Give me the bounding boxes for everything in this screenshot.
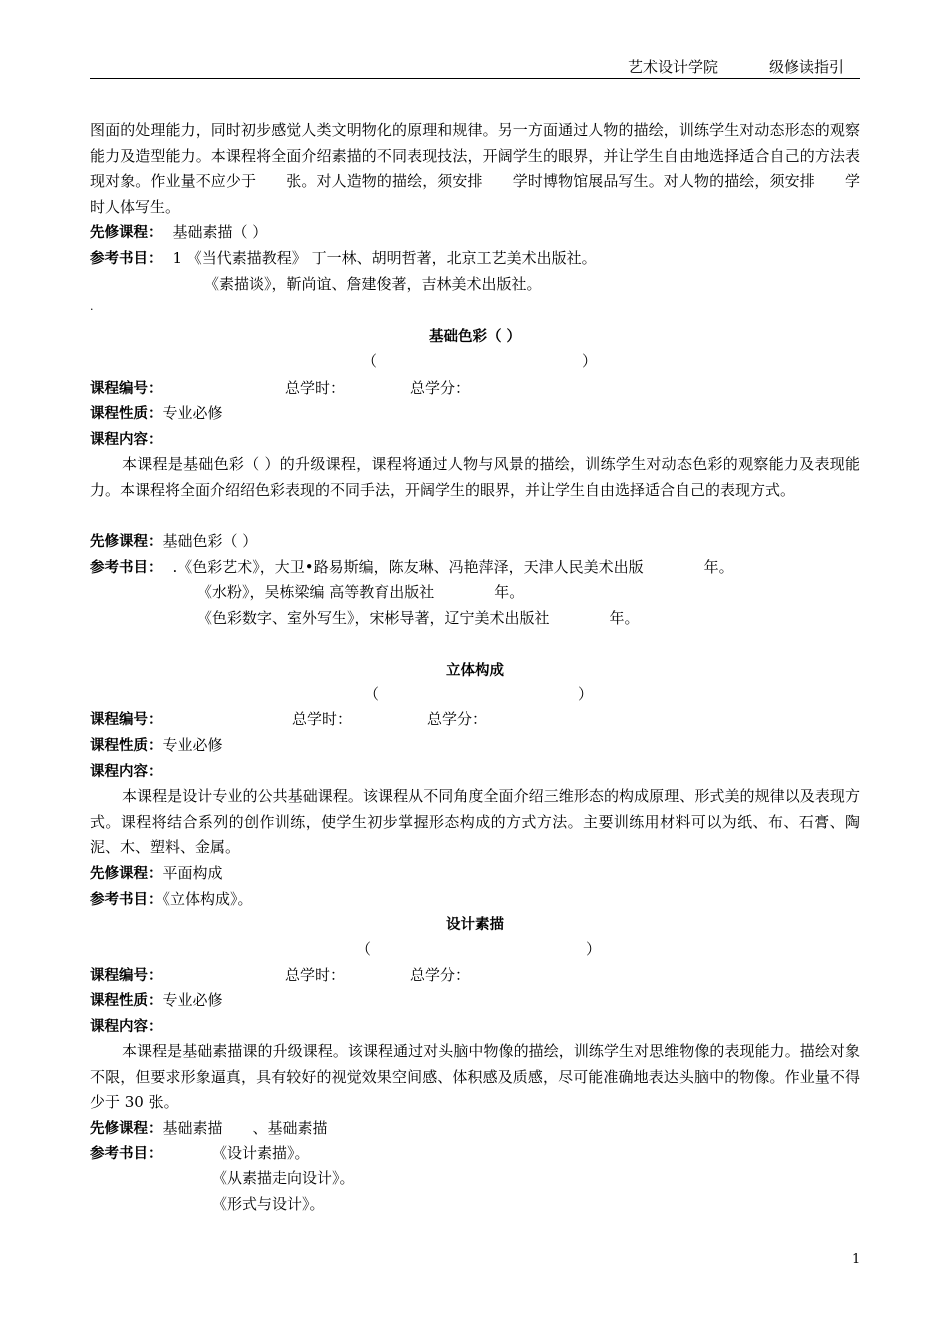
nature-row — [90, 734, 223, 755]
ref-item: 《形式与设计》。 — [212, 1195, 325, 1213]
prereq-value: 基础素描（ ） — [172, 223, 268, 241]
refs-label: 参考书目： — [90, 892, 163, 908]
hours-label: 总学时： — [285, 966, 346, 984]
prereq-label: 先修课程： — [90, 225, 163, 241]
nature-row — [90, 989, 223, 1010]
prereq-value: 平面构成 — [162, 864, 223, 882]
header-rule — [90, 78, 860, 79]
nature-row — [90, 402, 223, 423]
paren-close: ） — [578, 685, 594, 703]
ref-item: 《设计素描》。 — [212, 1144, 310, 1162]
code-label: 课程编号： — [90, 381, 163, 397]
nature-value: 专业必修 — [162, 991, 223, 1009]
prereq-row — [90, 530, 257, 551]
paren-open: （ — [356, 940, 372, 958]
course-title: 设计素描 — [446, 917, 504, 933]
hours-label: 总学时： — [285, 379, 346, 397]
refs-label: 参考书目： — [90, 1146, 163, 1162]
paren-open: （ — [364, 685, 380, 703]
ref-item: 《水粉》，吴栋梁编 高等教育出版社 年。 — [197, 583, 525, 601]
prereq-value: 基础色彩（ ） — [162, 532, 258, 550]
course-title: 立体构成 — [446, 663, 504, 679]
paren-close: ） — [586, 940, 602, 958]
content-label: 课程内容： — [90, 764, 163, 780]
ref-item: 1 《当代素描教程》 丁一林、胡明哲著，北京工艺美术出版社。 — [172, 249, 597, 267]
hours-label: 总学时： — [292, 710, 353, 728]
prereq-row — [90, 862, 223, 883]
paren-open: （ — [362, 352, 378, 370]
page-number: 1 — [852, 1252, 861, 1267]
content-label: 课程内容： — [90, 432, 163, 448]
code-label: 课程编号： — [90, 712, 163, 728]
intro-paragraph: 图面的处理能力，同时初步感觉人类文明物化的原理和规律。另一方面通过人物的描绘，训练学生对动态形态的观察能力及造型能力。本课程将全面介绍素描的不同表现技法，开阔学生的眼界，并让学生自由地选择适合自己的方法表现对象。作业量不应少于 张。对人造物的描绘，须安排 学时博物馆展品写生。对人物的描绘，须安排 学时人体写生。 — [90, 121, 860, 216]
nature-label: 课程性质： — [90, 738, 163, 754]
refs-label: 参考书目： — [90, 560, 163, 576]
nature-value: 专业必修 — [162, 736, 223, 754]
intro-prereq-row — [90, 221, 267, 242]
prereq-label: 先修课程： — [90, 534, 163, 550]
header-school: 艺术设计学院 — [628, 58, 719, 76]
credits-label: 总学分： — [427, 710, 488, 728]
nature-label: 课程性质： — [90, 406, 163, 422]
nature-value: 专业必修 — [162, 404, 223, 422]
refs-row — [90, 556, 734, 577]
prereq-label: 先修课程： — [90, 866, 163, 882]
ref-item: 《素描谈》，靳尚谊、詹建俊著，吉林美术出版社。 — [204, 275, 542, 293]
ref-item: .《色彩艺术》，大卫•路易斯编，陈友琳、冯艳萍泽，天津人民美术出版 年。 — [172, 558, 734, 576]
prereq-label: 先修课程： — [90, 1121, 163, 1137]
prereq-value: 基础素描 、基础素描 — [162, 1119, 328, 1137]
refs-label: 参考书目： — [90, 251, 163, 267]
code-label: 课程编号： — [90, 968, 163, 984]
nature-label: 课程性质： — [90, 993, 163, 1009]
ref-item: 《从素描走向设计》。 — [212, 1169, 355, 1187]
prereq-row — [90, 1117, 328, 1138]
content-label: 课程内容： — [90, 1019, 163, 1035]
dot-mark: . — [90, 300, 94, 313]
course-title: 基础色彩（ ） — [428, 329, 522, 345]
course-content: 本课程是基础素描课的升级课程。该课程通过对头脑中物像的描绘，训练学生对思维物像的表现能力。描绘对象不限，但要求形象逼真，具有较好的视觉效果空间感、体积感及质感，尽可能准确地表达头脑中的物像。作业量不得少于 30 张。 — [90, 1042, 860, 1111]
paren-close: ） — [582, 352, 598, 370]
intro-refs-row — [90, 247, 597, 268]
refs-row — [90, 888, 253, 909]
credits-label: 总学分： — [410, 966, 471, 984]
ref-item: 《色彩数字、室外写生》，宋彬导著，辽宁美术出版社 年。 — [197, 609, 640, 627]
ref-item: 《立体构成》。 — [162, 890, 253, 908]
course-content: 本课程是设计专业的公共基础课程。该课程从不同角度全面介绍三维形态的构成原理、形式美的规律以及表现方式。课程将结合系列的创作训练，使学生初步掌握形态构成的方式方法。主要训练用材料可以为纸、布、石膏、陶泥、木、塑料、金属。 — [90, 787, 860, 856]
course-content: 本课程是基础色彩（ ）的升级课程，课程将通过人物与风景的描绘，训练学生对动态色彩的观察能力及表现能力。本课程将全面介绍绍色彩表现的不同手法，开阔学生的眼界，并让学生自由选择适合自己的表现方式。 — [90, 455, 860, 499]
header-guide: 级修读指引 — [769, 58, 845, 76]
credits-label: 总学分： — [410, 379, 471, 397]
